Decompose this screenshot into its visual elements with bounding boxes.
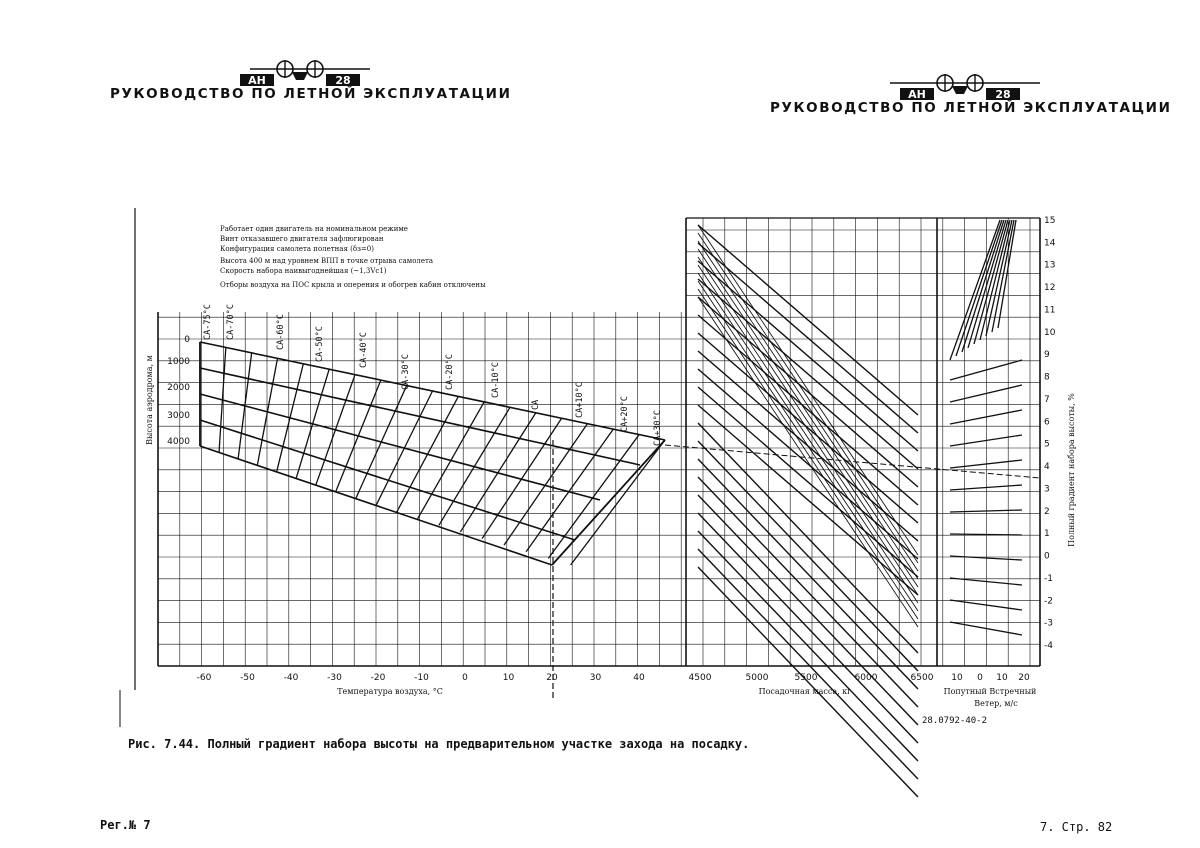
wind-line: [950, 460, 1022, 468]
altitude-axis-label: Высота аэродрома, м: [145, 355, 154, 445]
gradient-tick-label: 0: [1044, 551, 1050, 562]
temp-tick-label: -20: [370, 673, 386, 683]
gradient-tick-label: 7: [1044, 394, 1050, 405]
mass-line: [698, 513, 918, 743]
curve-label: СА-10°С: [491, 362, 501, 398]
curve-label: СА-50°С: [315, 326, 325, 362]
temperature-line: [571, 440, 665, 565]
altitude-tick-label: 0: [184, 335, 190, 345]
chart-note: Работает один двигатель на номинальном режиме: [220, 225, 408, 233]
temperature-line: [238, 353, 252, 459]
temperature-line: [526, 429, 613, 552]
curve-label: СА-75°С: [203, 304, 213, 340]
header-title: РУКОВОДСТВО ПО ЛЕТНОЙ ЭКСПЛУАТАЦИИ: [110, 86, 512, 102]
temp-axis-label: Температура воздуха, °С: [337, 687, 443, 696]
curve-label: СА-30°С: [401, 354, 411, 390]
wind-line: [950, 556, 1022, 560]
wind-line: [950, 385, 1022, 402]
mass-line: [698, 265, 918, 595]
temp-tick-label: -10: [414, 673, 429, 683]
temp-tick-label: 30: [589, 673, 602, 683]
temperature-line: [316, 375, 355, 486]
logo-left-text: АН: [908, 88, 926, 101]
curve-label: СА-70°С: [226, 304, 236, 340]
page-number: 7. Стр. 82: [1040, 820, 1113, 834]
temp-tick-label: 10: [502, 673, 515, 683]
mass-line: [698, 225, 918, 555]
registration-number: Рег.№ 7: [100, 818, 151, 832]
gradient-tick-label: 2: [1044, 506, 1050, 517]
mass-line: [698, 281, 918, 611]
temp-tick-label: -50: [240, 673, 255, 683]
wind-axis-label: Попутный Встречный: [943, 687, 1037, 696]
header-title: РУКОВОДСТВО ПО ЛЕТНОЙ ЭКСПЛУАТАЦИИ: [770, 100, 1172, 116]
logo-right-text: 28: [335, 74, 351, 87]
mass-tick-label: 5000: [745, 673, 769, 683]
mass-line: [698, 241, 918, 571]
temperature-line: [276, 364, 303, 473]
curve-label: СА-20°С: [445, 354, 455, 390]
document-number: 28.0792-40-2: [922, 716, 988, 726]
curve-label: СА+20°С: [620, 396, 630, 432]
gradient-tick-label: 3: [1044, 484, 1050, 495]
chart-note: Отборы воздуха на ПОС крыла и оперения и обогрев кабин отключены: [220, 281, 486, 289]
temperature-line: [418, 402, 484, 519]
wind-axis-label: Ветер, м/с: [974, 699, 1018, 708]
curve-label: СА+10°С: [575, 382, 585, 418]
gradient-tick-label: 10: [1044, 327, 1056, 338]
chart-note: Скорость набора наивыгоднейшая (~1,3Vс1): [220, 267, 387, 275]
gradient-tick-label: 12: [1044, 283, 1056, 294]
wind-line: [950, 510, 1022, 512]
mass-tick-label: 6000: [854, 673, 878, 683]
mass-axis-label: Посадочная масса, кг: [758, 687, 852, 696]
wind-line: [950, 410, 1022, 424]
temp-tick-label: 20: [546, 673, 558, 683]
gradient-axis-label: Полный градиент набора высоты, %: [1067, 393, 1076, 547]
wind-line: [956, 220, 1002, 356]
temp-tick-label: -30: [327, 673, 342, 683]
gradient-tick-label: 5: [1044, 439, 1050, 450]
logo-right-text: 28: [995, 88, 1011, 101]
wind-line: [950, 435, 1022, 446]
curve-lines: [200, 220, 1040, 797]
mass-line: [698, 273, 918, 603]
chart-note: Винт отказавшего двигателя зафлюгирован: [220, 235, 384, 243]
gradient-tick-label: 9: [1044, 350, 1050, 361]
altitude-tick-label: 1000: [167, 357, 190, 367]
wind-line: [974, 220, 1008, 344]
wind-line: [950, 360, 1022, 380]
gradient-tick-label: -4: [1044, 641, 1053, 651]
altitude-tick-label: 3000: [167, 411, 190, 421]
curve-label: СА: [531, 399, 541, 410]
temperature-line: [257, 358, 277, 466]
wind-tick-label: 0: [977, 673, 983, 683]
wind-tick-label: 10: [996, 673, 1008, 683]
wind-line: [950, 485, 1022, 490]
gradient-tick-label: 1: [1044, 529, 1050, 540]
curve-label: СА+30°С: [653, 410, 663, 446]
gradient-tick-label: -1: [1044, 573, 1053, 584]
gradient-tick-label: 11: [1044, 305, 1056, 316]
wind-line: [950, 600, 1022, 610]
wind-tick-label: 10: [951, 673, 963, 683]
gradient-tick-label: 4: [1044, 462, 1050, 473]
gradient-tick-label: -3: [1044, 618, 1053, 629]
mass-line: [698, 225, 918, 415]
mass-line: [698, 297, 918, 627]
gradient-tick-label: 13: [1044, 260, 1056, 271]
gradient-tick-label: 15: [1044, 216, 1056, 226]
temp-tick-label: 40: [633, 673, 645, 683]
altitude-tick-label: 4000: [167, 437, 190, 447]
altitude-tick-label: 2000: [167, 383, 190, 393]
temp-tick-label: -60: [196, 673, 212, 683]
mass-line: [698, 441, 918, 671]
logo-left-text: АН: [248, 74, 266, 87]
wind-line: [950, 534, 1022, 535]
temperature-line: [356, 386, 407, 499]
mass-tick-label: 4500: [688, 673, 712, 683]
gradient-tick-label: 8: [1044, 372, 1050, 383]
curve-label: СА-40°С: [359, 332, 369, 368]
mass-line: [698, 279, 918, 469]
temp-tick-label: -40: [283, 673, 299, 683]
gradient-tick-label: 14: [1044, 238, 1056, 249]
chart-note: Конфигурация самолета полетная (δз=0): [220, 245, 374, 253]
figure-caption: Рис. 7.44. Полный градиент набора высоты на предварительном участке захода на посадку.: [128, 737, 750, 751]
mass-tick-label: 6500: [910, 673, 934, 683]
mass-tick-label: 5500: [794, 673, 818, 683]
chart-note: Высота 400 м над уровнем ВПП в точке отрыва самолета: [220, 257, 434, 265]
mass-line: [698, 531, 918, 761]
temp-tick-label: 0: [462, 673, 468, 683]
gradient-tick-label: 6: [1044, 417, 1050, 428]
wind-tick-label: 20: [1018, 673, 1030, 683]
gradient-tick-label: -2: [1044, 596, 1053, 607]
mass-line: [698, 459, 918, 689]
wind-line: [950, 622, 1022, 635]
curve-label: СА-60°С: [276, 314, 286, 350]
